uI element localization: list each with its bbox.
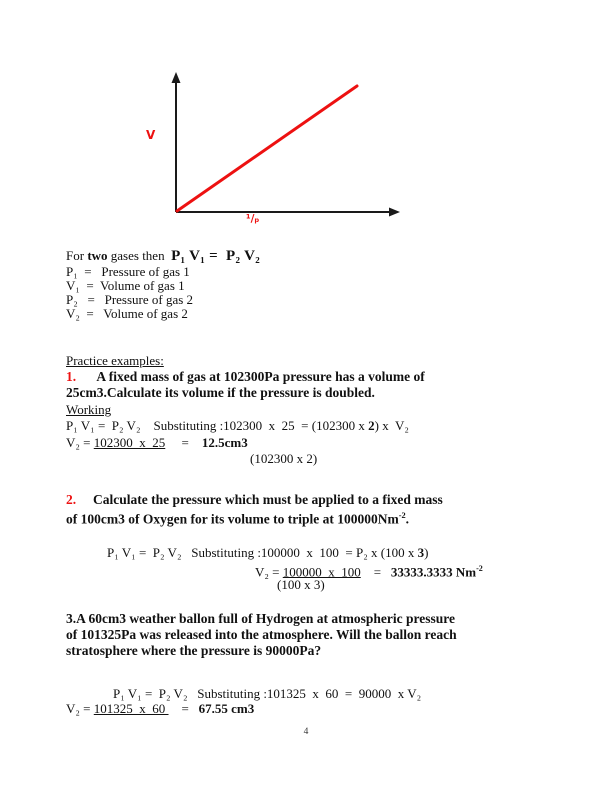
definition-v1: V₁ = Volume of gas 1: [66, 278, 185, 293]
problem-2-working-line-1: P₁ V₁ = P₂ V₂ Substituting :100000 x 100 = P₂ x (100 x 3): [107, 545, 429, 560]
working-label: Working: [66, 402, 112, 417]
definition-p2: P₂ = Pressure of gas 2: [66, 292, 194, 307]
page-number: 4: [303, 727, 309, 737]
problem-2-statement-line-1: 2. Calculate the pressure which must be applied to a fixed mass: [66, 492, 443, 507]
x-axis-label: ¹/ₚ: [246, 213, 260, 225]
proportionality-line: [177, 86, 357, 211]
y-axis-arrow-icon: [172, 72, 181, 83]
definition-v2: V₂ = Volume of gas 2: [66, 306, 188, 321]
practice-examples-heading: Practice examples:: [66, 353, 164, 368]
problem-3-statement-line-1: 3.A 60cm3 weather ballon full of Hydrogen at atmospheric pressure: [66, 611, 455, 626]
problem-3-statement-line-3: stratosphere where the pressure is 90000Pa?: [66, 643, 322, 658]
definition-p1: P₁ = Pressure of gas 1: [66, 264, 190, 279]
problem-3-statement-line-2: of 101325Pa was released into the atmosphere. Will the ballon reach: [66, 627, 457, 642]
volume-vs-inverse-pressure-graph: [145, 70, 407, 234]
problem-2-working-line-2: V₂ = 100000 x 100 = 33333.3333 $Nm^{-2}$: [255, 564, 483, 580]
x-axis-arrow-icon: [389, 208, 400, 217]
problem-3-working-line-1: P₁ V₁ = P₂ V₂ Substituting :101325 x 60 = 90000 x V₂: [113, 686, 422, 701]
problem-2-working-denominator: (100 x 3): [277, 577, 325, 592]
problem-1-working-denominator: (102300 x 2): [250, 451, 318, 466]
problem-1-statement-line-2: 25cm3.Calculate its volume if the pressure is doubled.: [66, 385, 375, 400]
two-gases-formula-line: For two gases then P₁ V₁ = P₂ V₂: [66, 248, 261, 264]
problem-1-working-line-1: P₁ V₁ = P₂ V₂ Substituting :102300 x 25 = (102300 x 2) x V₂: [66, 418, 409, 433]
problem-2-statement-line-2: of 100cm3 of Oxygen for its volume to triple at $100000Nm^{-2}$.: [66, 511, 410, 527]
problem-3-working-line-2: V₂ = 101325 x 60 = 67.55 cm3: [66, 701, 255, 716]
graph-canvas: [145, 70, 407, 234]
problem-1-statement-line-1: 1. A fixed mass of gas at 102300Pa pressure has a volume of: [66, 369, 425, 384]
y-axis-label: V: [146, 128, 156, 142]
problem-1-working-line-2: V₂ = 102300 x 25 = 12.5cm3: [66, 435, 248, 450]
